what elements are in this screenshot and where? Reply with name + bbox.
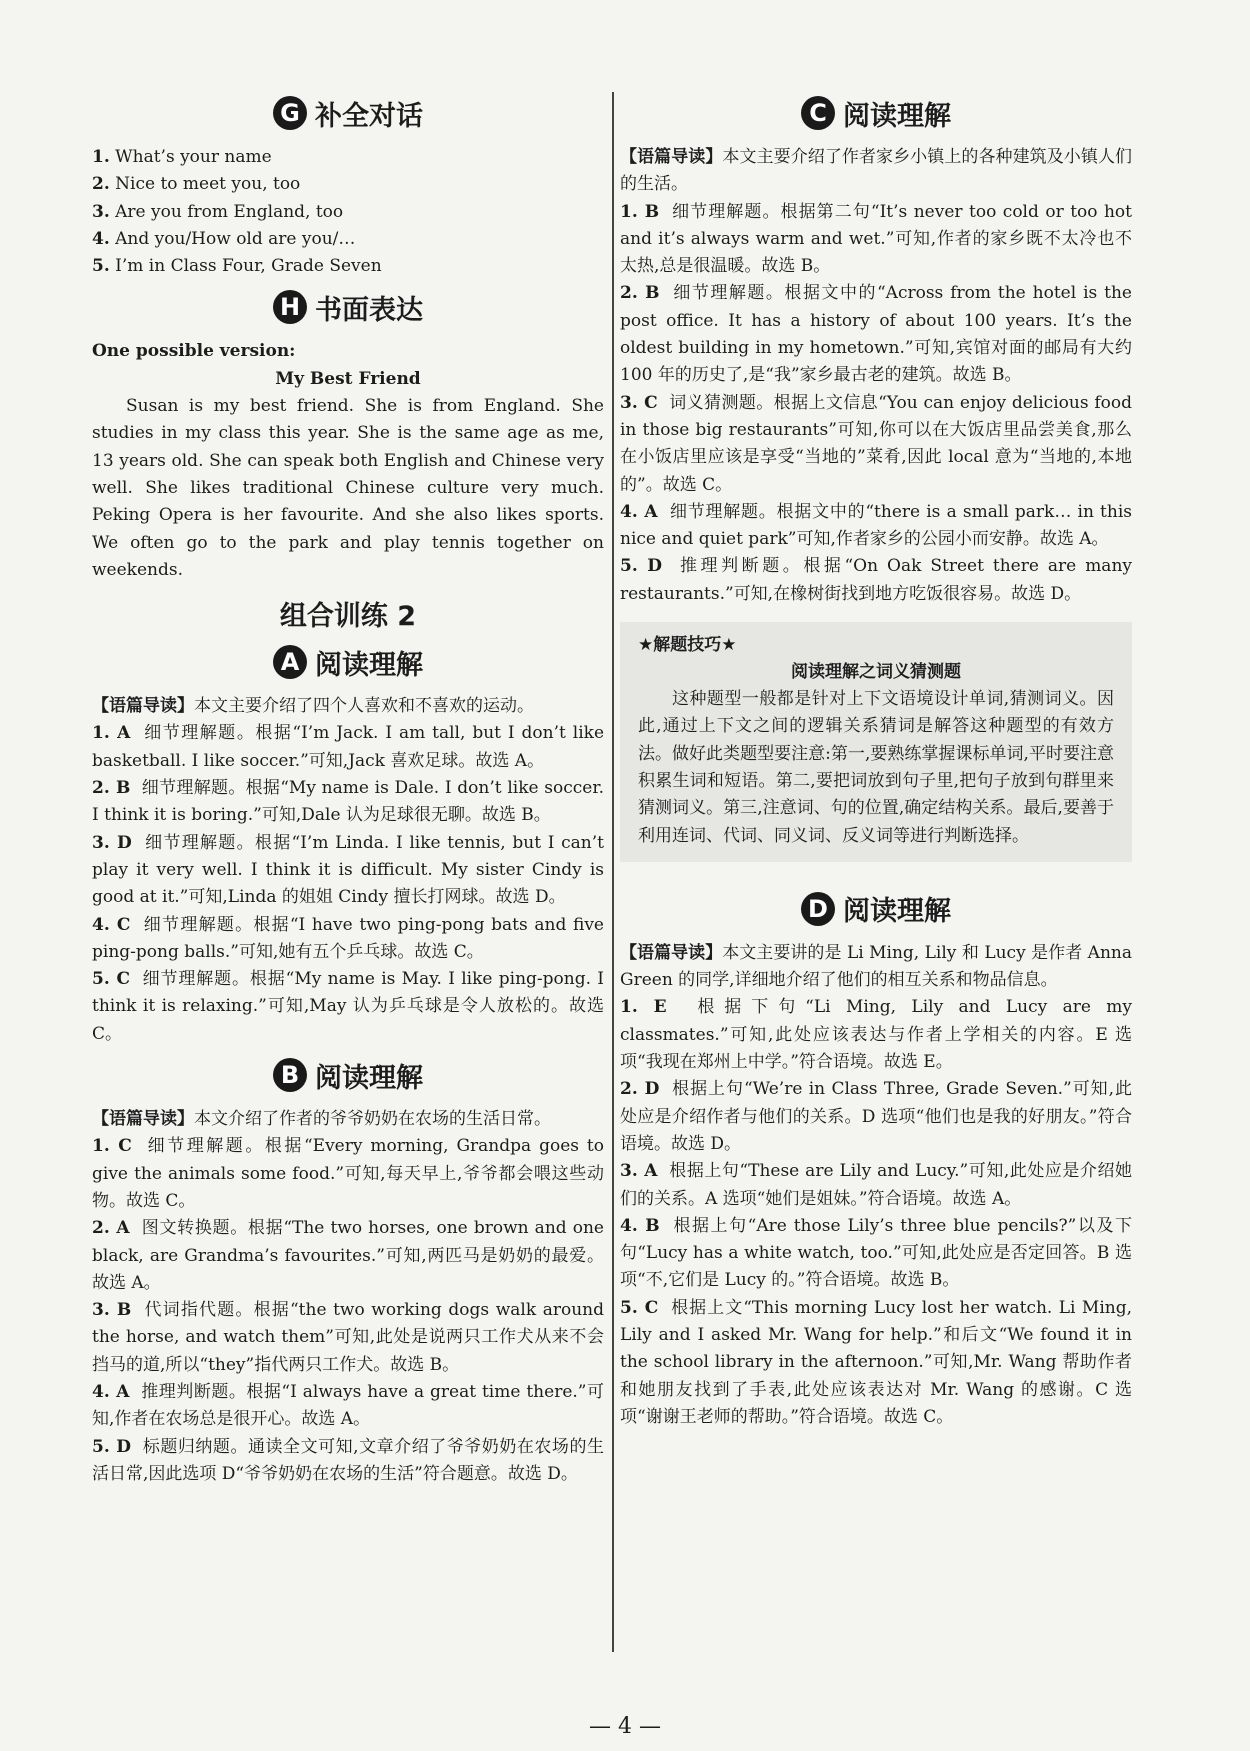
answer-item: 1. C 细节理解题。根据“Every morning, Grandpa goes to give the animals some food.”可知,每天早上,爷爷都会喂这些动物。故选 C。 [92, 1136, 604, 1211]
section-b-intro: 【语篇导读】本文介绍了作者的爷爷奶奶在农场的生活日常。 [92, 1109, 551, 1130]
section-b-title: 阅读理解 [315, 1062, 423, 1094]
answer-item: 2. Nice to meet you, too [92, 174, 301, 195]
section-d-header [620, 884, 1132, 934]
answer-item: 4. A 推理判断题。根据“I always have a great time there.”可知,作者在农场总是很开心。故选 A。 [92, 1381, 604, 1430]
section-g-header [92, 88, 604, 138]
answer-item: 4. C 细节理解题。根据“I have two ping-pong bats and five ping-pong balls.”可知,她有五个乒乓球。故选 C。 [92, 914, 604, 962]
essay-body: Susan is my best friend. She is from England. She studies in my class this year. She is the same age as me, 13 years old. She can speak both English and Chinese very well. She likes traditional Chinese culture very much. Peking Opera is her favourite. And she also likes sports. We often go to the park and play tennis together on weekends. [92, 396, 604, 580]
answer-item: 3. Are you from England, too [92, 201, 344, 222]
answer-item: 3. A 根据上句“These are Lily and Lucy.”可知,此处应是介绍她们的关系。A 选项“她们是姐妹。”符合语境。故选 A。 [620, 1161, 1132, 1209]
section-a-header [92, 637, 604, 687]
section-h-title: 书面表达 [315, 294, 423, 326]
answer-item: 1. What’s your name [92, 147, 272, 167]
answer-item: 1. A 细节理解题。根据“I’m Jack. I am tall, but I don’t like basketball. I like soccer.”可知,Jack 喜欢足球。故选 A。 [92, 723, 605, 771]
answer-item: 5. C 细节理解题。根据“My name is May. I like ping-pong. I think it is relaxing.”可知,May 认为乒乓球是令人放松的。故选 C。 [92, 969, 604, 1044]
tip-box [620, 622, 1132, 862]
answer-item: 4. A 细节理解题。根据文中的“there is a small park… in this nice and quiet park”可知,作者家乡的公园小而安静。故选 A。 [620, 501, 1132, 550]
answer-item: 4. B 根据上句“Are those Lily’s three blue pencils?”以及下句“Lucy has a white watch, too.”可知,此处应是否定回答。B 选项“不,它们是 Lucy 的。”符合语境。故选 B。 [620, 1215, 1132, 1291]
answer-item: 5. D 推理判断题。根据“On Oak Street there are many restaurants.”可知,在橡树街找到地方吃饭很容易。故选 D。 [620, 556, 1132, 604]
section-d-title: 阅读理解 [843, 896, 951, 928]
answer-item: 2. D 根据上句“We’re in Class Three, Grade Seven.”可知,此处应是介绍作者与他们的关系。D 选项“他们也是我的好朋友。”符合语境。故选 D。 [620, 1079, 1132, 1154]
section-d-intro: 【语篇导读】本文主要讲的是 Li Ming, Lily 和 Lucy 是作者 Anna Green 的同学,详细地介绍了他们的相互关系和物品信息。 [620, 942, 1132, 991]
section-b-badge: B [273, 1058, 307, 1092]
answer-item: 1. B 细节理解题。根据第二句“It’s never too cold or too hot and it’s always warm and wet.”可知,作者的家乡既不太冷也不太热,总是很温暖。故选 B。 [620, 201, 1132, 277]
section-c-badge: C [801, 96, 835, 130]
essay-title: My Best Friend [275, 368, 421, 389]
answer-item: 2. A 图文转换题。根据“The two horses, one brown and one black, are Grandma’s favourites.”可知,两匹马是奶奶的最爱。故选 A。 [92, 1218, 604, 1293]
section-h-header [92, 282, 604, 332]
section-g-badge: G [273, 96, 307, 130]
section-c-title: 阅读理解 [843, 100, 951, 132]
answer-item: 3. D 细节理解题。根据“I’m Linda. I like tennis, but I can’t play it very well. I think it is difficult. My sister Cindy is good at it.”可知,Linda 的姐姐 Cindy 擅长打网球。故选 D。 [92, 832, 604, 908]
page-number: — 4 — [589, 1714, 661, 1739]
answer-item: 3. C 词义猜测题。根据上文信息“You can enjoy delicious food in those big restaurants”可知,你可以在大饭店里品尝美食,那么在小饭店里应该是享受“当地的”菜肴,因此 local 意为“当地的,本地的”。故选 C。 [620, 392, 1132, 495]
answer-item: 5. C 根据上文“This morning Lucy lost her watch. Li Ming, Lily and I asked Mr. Wang for help.”和后文“We found it in the school library in the afternoon.”可知,Mr. Wang 帮助作者和她朋友找到了手表,此处应该表达对 Mr. Wang 的感谢。C 选项“谢谢王老师的帮助。”符合语境。故选 C。 [620, 1297, 1133, 1427]
answer-item: 5. D 标题归纳题。通读全文可知,文章介绍了爷爷奶奶在农场的生活日常,因此选项 D“爷爷奶奶在农场的生活”符合题意。故选 D。 [92, 1436, 604, 1484]
section-h-badge: H [273, 290, 307, 324]
section-c-header [620, 88, 1132, 138]
answer-item: 4. And you/How old are you/… [92, 228, 356, 249]
answer-item: 1. E 根据下句“Li Ming, Lily and Lucy are my classmates.”可知,此处应该表达与作者上学相关的内容。E 选项“我现在郑州上中学。”符合语境。故选 E。 [620, 997, 1133, 1073]
section-a-badge: A [273, 645, 307, 679]
answer-item: 5. I’m in Class Four, Grade Seven [92, 256, 382, 277]
section-a-title: 阅读理解 [315, 649, 423, 681]
right-column [620, 86, 1132, 1431]
tip-title: 阅读理解之词义猜测题 [791, 662, 961, 683]
column-divider [612, 92, 614, 1652]
section-b-header [92, 1050, 604, 1100]
section-g-title: 补全对话 [315, 100, 423, 132]
answer-item: 2. B 细节理解题。根据“My name is Dale. I don’t like soccer. I think it is boring.”可知,Dale 认为足球很无聊。故选 B。 [92, 778, 604, 826]
training-title: 组合训练 2 [279, 601, 417, 633]
answer-item: 3. B 代词指代题。根据“the two working dogs walk around the horse, and watch them”可知,此处是说两只工作犬从来不会挡马的道,所以“they”指代两只工作犬。故选 B。 [92, 1300, 605, 1375]
section-d-badge: D [801, 892, 835, 926]
section-g-answers [92, 144, 604, 280]
version-label: One possible version: [92, 341, 296, 362]
section-c-intro: 【语篇导读】本文主要介绍了作者家乡小镇上的各种建筑及小镇人们的生活。 [620, 147, 1133, 195]
left-column [92, 86, 604, 1488]
answer-item: 2. B 细节理解题。根据文中的“Across from the hotel is the post office. It has a history of about 100 years. It’s the oldest building in my hometown.”可知,宾馆对面的邮局有大约 100 年的历史了,是“我”家乡最古老的建筑。故选 B。 [620, 283, 1132, 386]
tip-body: 这种题型一般都是针对上下文语境设计单词,猜测词义。因此,通过上下文之间的逻辑关系猜词是解答这种题型的有效方法。做好此类题型要注意:第一,要熟练掌握课标单词,平时要注意积累生词和短语。第二,要把词放到句子里,把句子放到句群里来猜测词义。第三,注意词、句的位置,确定结构关系。最后,要善于利用连词、代词、同义词、反义词等进行判断选择。 [638, 689, 1114, 846]
section-a-intro: 【语篇导读】本文主要介绍了四个人喜欢和不喜欢的运动。 [92, 696, 534, 717]
tip-heading: ★解题技巧★ [638, 635, 737, 656]
